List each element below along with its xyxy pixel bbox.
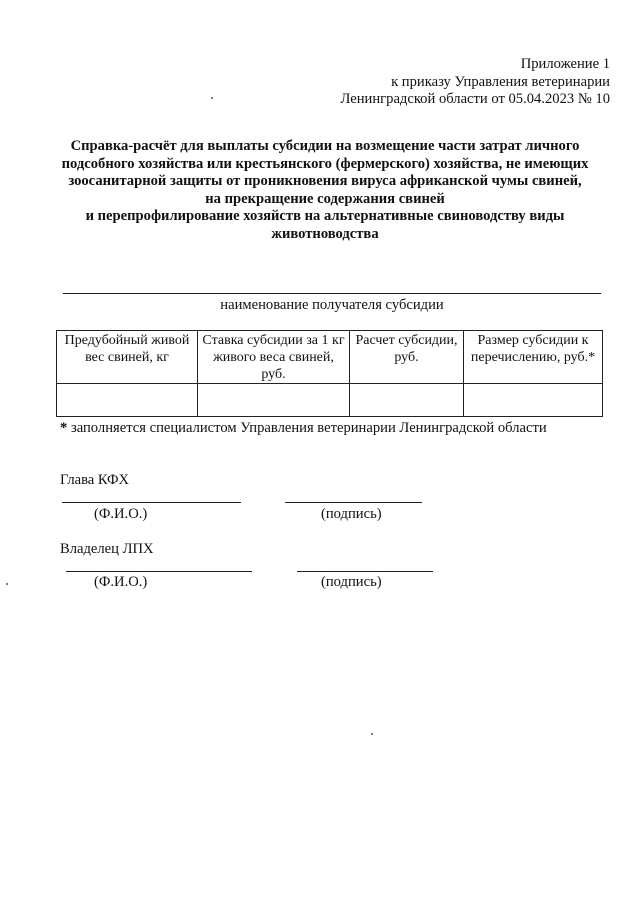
appendix-line: Приложение 1	[520, 56, 610, 72]
footnote-marker: *	[60, 420, 68, 436]
table-row	[57, 384, 603, 417]
scan-speck	[371, 733, 373, 735]
head-of-farm-signature-caption: (подпись)	[321, 506, 382, 522]
footnote	[60, 420, 547, 437]
table-header-row	[57, 331, 603, 384]
recipient-caption: наименование получателя субсидии	[220, 297, 444, 313]
table-cell-live-weight[interactable]	[57, 384, 198, 417]
plot-owner-name-caption: (Ф.И.О.)	[94, 574, 148, 590]
plot-owner-signature-caption: (подпись)	[321, 574, 382, 590]
plot-owner-label: Владелец ЛПХ	[60, 541, 154, 557]
column-header-live-weight: Предубойный живой вес свиней, кг	[57, 331, 198, 384]
scan-speck	[211, 97, 213, 99]
appendix-header	[340, 56, 610, 109]
table-cell-subsidy-calculation[interactable]	[350, 384, 464, 417]
recipient-name-line[interactable]	[63, 293, 601, 294]
column-header-subsidy-calculation: Расчет субсидии, руб.	[350, 331, 464, 384]
appendix-line: Ленинградской области от 05.04.2023 № 10	[340, 91, 610, 107]
title-line: и перепрофилирование хозяйств на альтернативные свиноводству виды	[85, 208, 565, 225]
title-line: подсобного хозяйства или крестьянского (фермерского) хозяйства, не имеющих	[61, 155, 589, 172]
title-line: Справка-расчёт для выплаты субсидии на возмещение части затрат личного	[70, 138, 580, 154]
plot-owner-name-line[interactable]	[66, 571, 252, 572]
subsidy-table	[56, 330, 603, 417]
footnote-text: заполняется специалистом Управления ветеринарии Ленинградской области	[67, 420, 547, 436]
appendix-line: к приказу Управления ветеринарии	[391, 73, 610, 90]
table-cell-subsidy-rate[interactable]	[198, 384, 350, 417]
head-of-farm-signature-line[interactable]	[285, 502, 422, 503]
title-line: на прекращение содержания свиней	[205, 190, 445, 207]
column-header-subsidy-rate: Ставка субсидии за 1 кг живого веса свиней, руб.	[198, 331, 350, 384]
title-line: животноводства	[271, 225, 379, 242]
plot-owner-signature-line[interactable]	[297, 571, 433, 572]
head-of-farm-name-line[interactable]	[62, 502, 241, 503]
scan-speck	[6, 583, 8, 585]
column-header-subsidy-amount: Размер субсидии к перечислению, руб.*	[464, 331, 603, 384]
title-line: зоосанитарной защиты от проникновения вируса африканской чумы свиней,	[68, 173, 582, 190]
document-title	[40, 138, 610, 244]
head-of-farm-label: Глава КФХ	[60, 472, 130, 488]
head-of-farm-name-caption: (Ф.И.О.)	[94, 506, 148, 522]
table-cell-subsidy-amount[interactable]	[464, 384, 603, 417]
